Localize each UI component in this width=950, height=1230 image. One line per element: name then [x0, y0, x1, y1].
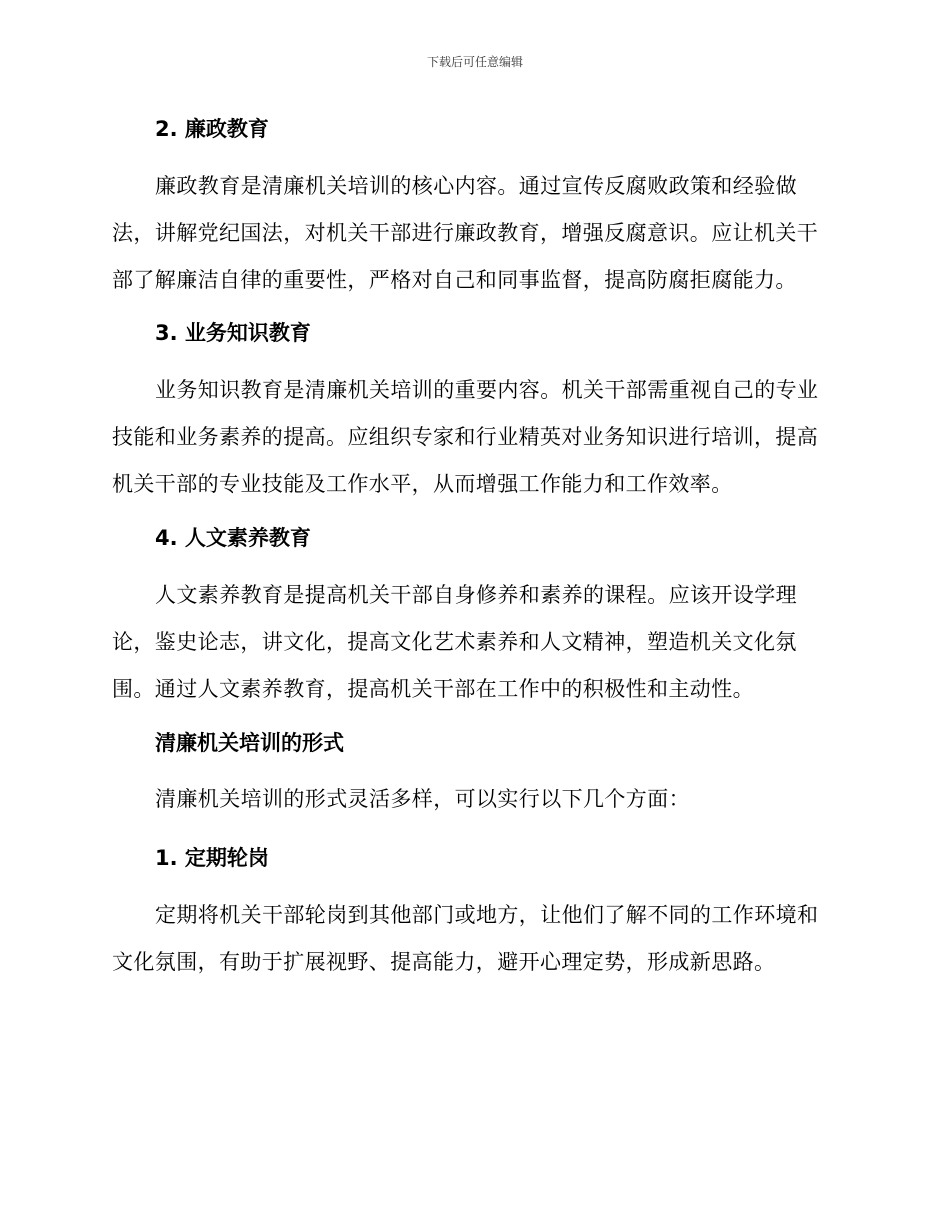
section-heading-yewu: 3. 业务知识教育	[155, 321, 311, 345]
section-heading-lungang: 1. 定期轮岗	[155, 846, 269, 870]
section-body-lianzheng: 廉政教育是清廉机关培训的核心内容。通过宣传反腐败政策和经验做法，讲解党纪国法，对机关干部进行廉政教育，增强反腐意识。应让机关干部了解廉洁自律的重要性，严格对自己和同事监督，提高防腐拒腐能力。	[112, 174, 819, 292]
section-heading-lianzheng: 2. 廉政教育	[155, 117, 269, 141]
section-body-lungang: 定期将机关干部轮岗到其他部门或地方，让他们了解不同的工作环境和文化氛围，有助于扩展视野、提高能力，避开心理定势，形成新思路。	[112, 903, 819, 974]
page-header: 下载后可任意编辑	[426, 55, 523, 69]
section-body-renwen: 人文素养教育是提高机关干部自身修养和素养的课程。应该开设学理论，鉴史论志，讲文化，提高文化艺术素养和人文精神，塑造机关文化氛围。通过人文素养教育，提高机关干部在工作中的积极性和主动性。	[112, 583, 797, 701]
section-body-xingshi: 清廉机关培训的形式灵活多样，可以实行以下几个方面：	[155, 787, 690, 811]
section-heading-renwen: 4. 人文素养教育	[155, 526, 311, 550]
section-heading-xingshi: 清廉机关培训的形式	[155, 731, 344, 755]
section-body-yewu: 业务知识教育是清廉机关培训的重要内容。机关干部需重视自己的专业技能和业务素养的提高。应组织专家和行业精英对业务知识进行培训，提高机关干部的专业技能及工作水平，从而增强工作能力和工作效率。	[112, 378, 819, 496]
